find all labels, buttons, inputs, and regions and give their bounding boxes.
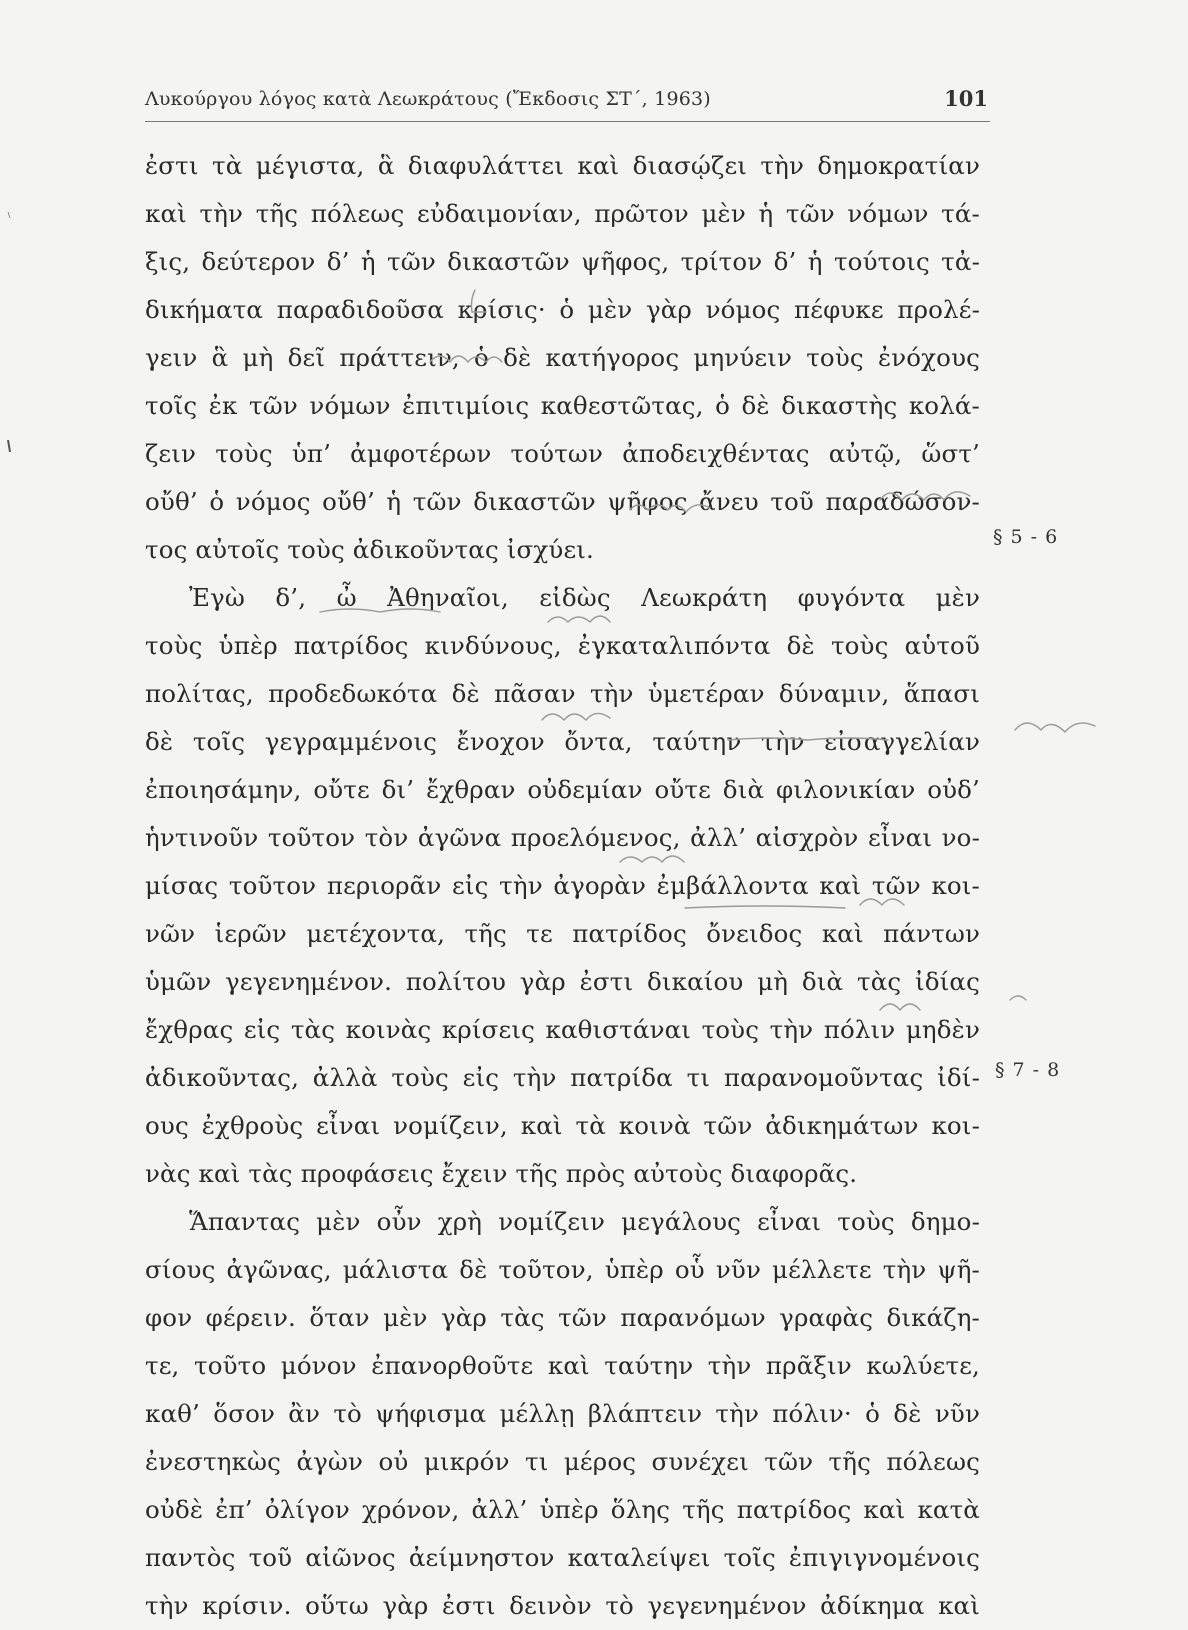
- pencil-margin-note: [1010, 996, 1026, 1000]
- text-line: καὶ τὴν τῆς πόλεως εὐδαιμονίαν, πρῶτον μὲν ἡ τῶν νόμων τά-: [145, 199, 980, 228]
- text-line: σίους ἀγῶνας, μάλιστα δὲ τοῦτον, ὑπὲρ οὗ νῦν μέλλετε τὴν ψῆ-: [145, 1255, 980, 1284]
- header-title: Λυκούργου λόγος κατὰ Λεωκράτους (Ἔκδοσις ΣΤ΄, 1963): [145, 88, 711, 110]
- text-line: οὐδὲ ἐπ’ ὀλίγον χρόνον, ἀλλ’ ὑπὲρ ὅλης τῆς πατρίδος καὶ κατὰ: [145, 1495, 980, 1524]
- text-line: ἡντινοῦν τοῦτον τὸν ἀγῶνα προελόμενος, ἀλλ’ αἰσχρὸν εἶναι νο-: [145, 823, 980, 852]
- text-line: δικήματα παραδιδοῦσα κρίσις· ὁ μὲν γὰρ νόμος πέφυκε προλέ-: [145, 295, 980, 324]
- body-text: [145, 142, 980, 1630]
- text-line: παντὸς τοῦ αἰῶνος ἀείμνηστον καταλείψει τοῖς ἐπιγιγνομένοις: [145, 1543, 980, 1572]
- text-line: καθ’ ὅσον ἂν τὸ ψήφισμα μέλλῃ βλάπτειν τὴν πόλιν· ὁ δὲ νῦν: [145, 1399, 980, 1428]
- text-line: τὴν κρίσιν. οὕτω γὰρ ἐστι δεινὸν τὸ γεγενημένον ἀδίκημα καὶ: [145, 1591, 980, 1620]
- text-line: οὔθ’ ὁ νόμος οὔθ’ ἡ τῶν δικαστῶν ψῆφος ἄνευ τοῦ παραδώσον-: [145, 487, 980, 516]
- text-line: ἐνεστηκὼς ἀγὼν οὐ μικρόν τι μέρος συνέχει τῶν τῆς πόλεως: [145, 1447, 980, 1476]
- text-line: ξις, δεύτερον δ’ ἡ τῶν δικαστῶν ψῆφος, τρίτον δ’ ἡ τούτοις τἀ-: [145, 247, 980, 276]
- text-line: τε, τοῦτο μόνον ἐπανορθοῦτε καὶ ταύτην τὴν πρᾶξιν κωλύετε,: [145, 1351, 980, 1380]
- text-line: Ἐγὼ δ’, ὦ Ἀθηναῖοι, εἰδὼς Λεωκράτη φυγόντα μὲν: [189, 583, 980, 612]
- text-line: τος αὐτοῖς τοὺς ἀδικοῦντας ἰσχύει.: [145, 535, 594, 564]
- text-line: τοῖς ἐκ τῶν νόμων ἐπιτιμίοις καθεστῶτας, ὁ δὲ δικαστὴς κολά-: [145, 391, 980, 420]
- text-line: νὰς καὶ τὰς προφάσεις ἔχειν τῆς πρὸς αὐτοὺς διαφορᾶς.: [145, 1159, 858, 1188]
- text-line: ζειν τοὺς ὑπ’ ἀμφοτέρων τούτων ἀποδειχθέντας αὐτῷ, ὥστ’: [145, 439, 980, 468]
- running-header: [145, 88, 990, 120]
- text-line: ἐστι τὰ μέγιστα, ἃ διαφυλάττει καὶ διασῴζει τὴν δημοκρατίαν: [145, 151, 980, 180]
- text-line: νῶν ἱερῶν μετέχοντα, τῆς τε πατρίδος ὄνειδος καὶ πάντων: [145, 919, 980, 948]
- text-line: δὲ τοῖς γεγραμμένοις ἔνοχον ὄντα, ταύτην τὴν εἰσαγγελίαν: [145, 727, 980, 756]
- text-line: ἐποιησάμην, οὔτε δι’ ἔχθραν οὐδεμίαν οὔτε διὰ φιλονικίαν οὐδ’: [145, 775, 980, 804]
- binding-edge-mark: [0, 0, 20, 1500]
- header-rule: [145, 121, 990, 122]
- text-line: τοὺς ὑπὲρ πατρίδος κινδύνους, ἐγκαταλιπόντα δὲ τοὺς αὑτοῦ: [145, 631, 980, 660]
- text-line: πολίτας, προδεδωκότα δὲ πᾶσαν τὴν ὑμετέραν δύναμιν, ἅπασι: [145, 679, 980, 708]
- text-line: γειν ἃ μὴ δεῖ πράττειν, ὁ δὲ κατήγορος μηνύειν τοὺς ἐνόχους: [145, 343, 980, 372]
- margin-section-ref: § 7 - 8: [995, 1059, 1061, 1081]
- page-number: 101: [944, 86, 988, 111]
- text-line: Ἅπαντας μὲν οὖν χρὴ νομίζειν μεγάλους εἶναι τοὺς δημο-: [189, 1207, 980, 1236]
- margin-section-ref: § 5 - 6: [993, 526, 1059, 548]
- text-line: ὑμῶν γεγενημένον. πολίτου γὰρ ἐστι δικαίου μὴ διὰ τὰς ἰδίας: [145, 967, 980, 996]
- text-line: μίσας τοῦτον περιορᾶν εἰς τὴν ἀγορὰν ἐμβάλλοντα καὶ τῶν κοι-: [145, 871, 980, 900]
- pencil-margin-note: [1015, 723, 1095, 732]
- text-line: ἔχθρας εἰς τὰς κοινὰς κρίσεις καθιστάναι τοὺς τὴν πόλιν μηδὲν: [145, 1015, 980, 1044]
- text-line: ους ἐχθροὺς εἶναι νομίζειν, καὶ τὰ κοινὰ τῶν ἀδικημάτων κοι-: [145, 1111, 980, 1140]
- text-line: ἀδικοῦντας, ἀλλὰ τοὺς εἰς τὴν πατρίδα τι παρανομοῦντας ἰδί-: [145, 1063, 980, 1092]
- text-line: φον φέρειν. ὅταν μὲν γὰρ τὰς τῶν παρανόμων γραφὰς δικάζη-: [145, 1303, 980, 1332]
